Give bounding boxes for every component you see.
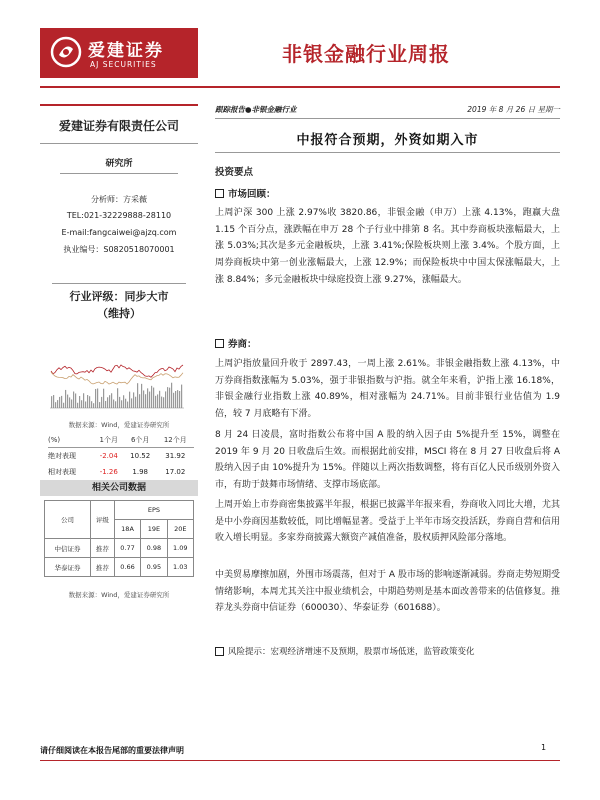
header-divider (40, 86, 560, 88)
sidebar-top-rule (40, 104, 198, 106)
risk-warning (215, 645, 560, 657)
volume-bar (71, 399, 72, 408)
volume-bar (65, 390, 66, 408)
volume-bar (151, 386, 152, 408)
paragraph-market-review: 上周沪深 300 上涨 2.97%收 3820.86，非银金融（申万）上涨 4.13%，跑赢大盘 1.15 个百分点，涨跌幅在申万 28 个子行业中排第 8 名。其中券商板块涨幅最大，上涨 5.03%;其次是多元金融板块，上涨 3.41%;保险板块则上涨 3.4%。个股方面，上周券商板块中第一创业涨幅最大，上涨 12.9%；而保险板块中中国太保涨幅最大，上涨 8.84%；多元金融板块中绿庭投资上涨 9.27%，涨幅最大。 (215, 208, 560, 285)
volume-bar (61, 396, 62, 408)
volume-bar (167, 387, 168, 408)
volume-bar (125, 399, 126, 408)
volume-bar (143, 390, 144, 408)
table-header: 公司 (45, 501, 91, 539)
volume-bar (99, 402, 100, 408)
volume-bar (145, 394, 146, 408)
table-cell: 0.98 (141, 539, 167, 558)
table-row (45, 558, 194, 577)
analyst-name: 分析师：方采薇 (91, 195, 147, 204)
volume-bars (51, 383, 182, 408)
volume-bar (133, 392, 134, 408)
volume-bar (95, 389, 96, 408)
report-title: 中报符合预期，外资如期入市 (296, 133, 479, 148)
volume-bar (123, 395, 124, 408)
table-row (48, 464, 194, 480)
table-row (45, 539, 194, 558)
rating-cell: 推荐 (91, 539, 115, 558)
related-companies-title: 相关公司数据 (40, 480, 198, 496)
key-points-heading: 投资要点 (215, 167, 254, 178)
checkbox-bullet-icon (215, 647, 224, 656)
table-cell: 31.92 (165, 452, 186, 460)
volume-bar (67, 395, 68, 408)
company-name-cell: 华泰证券 (45, 558, 91, 577)
paragraph-broker-index: 上周沪指放量回升收于 2897.43，一周上涨 2.61%。非银金融指数上涨 4.13%，中万券商指数涨幅为 5.03%，强于非银指数与沪指。就全年来看，沪指上涨 16.18%，非银金融行业指数上涨 40.89%，相对涨幅为 24.71%。目前非银行业估值为 1.9 倍，较 7 月底略有下滑。 (215, 359, 560, 420)
section-heading-market (215, 186, 276, 200)
volume-bar (77, 403, 78, 408)
table-header-row (45, 501, 194, 520)
sidebar-divider (40, 143, 198, 144)
paragraph-recommendation: 中美贸易摩擦加剧，外围市场震荡，但对于 A 股市场的影响逐渐减弱。券商走势短期受情绪影响，本周尤其关注中报业绩机会，中期趋势则是基本面改善带来的估值修复。推荐龙头券商中信证券（600030）、华泰证券（601688）。 (215, 570, 560, 614)
volume-bar (91, 401, 92, 408)
logo-text-cn: 爱建证券 (88, 41, 164, 61)
section-label: 券商： (228, 339, 257, 350)
table-cell: -1.26 (99, 468, 118, 476)
section-label: 市场回顾： (228, 189, 276, 200)
footer-divider (40, 760, 560, 761)
checkbox-bullet-icon (215, 339, 224, 348)
volume-bar (147, 388, 148, 408)
table-cell: 0.95 (141, 558, 167, 577)
volume-bar (139, 394, 140, 408)
volume-bar (51, 396, 52, 408)
volume-bar (177, 390, 178, 408)
report-date: 2019 年 8 月 26 日 星期一 (467, 105, 560, 114)
volume-bar (111, 393, 112, 408)
volume-bar (173, 393, 174, 408)
table-cell: 10.52 (130, 452, 151, 460)
rating-divider (52, 283, 186, 284)
sidebar-divider (60, 173, 178, 174)
volume-bar (149, 392, 150, 408)
brand-logo (40, 28, 198, 78)
volume-bar (103, 389, 104, 408)
volume-bar (53, 395, 54, 408)
table-cell: 0.66 (114, 558, 140, 577)
volume-bar (113, 400, 114, 408)
volume-bar (89, 396, 90, 408)
volume-bar (165, 391, 166, 408)
table-cell: 1.03 (167, 558, 193, 577)
volume-bar (117, 388, 118, 408)
table-cell: 1.98 (132, 468, 148, 476)
performance-table (48, 433, 194, 480)
volume-bar (97, 388, 98, 408)
volume-bar (75, 393, 76, 408)
volume-bar (115, 401, 116, 408)
volume-bar (127, 402, 128, 408)
volume-bar (175, 391, 176, 408)
table-header: EPS (114, 501, 193, 520)
report-subheader (215, 104, 560, 119)
row-label: 相对表现 (48, 468, 76, 476)
volume-bar (179, 391, 180, 408)
table-cell: 0.77 (114, 539, 140, 558)
volume-bar (87, 395, 88, 408)
rating-cell: 推荐 (91, 558, 115, 577)
company-name: 爱建证券有限责任公司 (58, 119, 179, 133)
volume-bar (59, 397, 60, 408)
rating-status: （维持） (97, 307, 141, 320)
volume-bar (157, 394, 158, 408)
checkbox-bullet-icon (215, 189, 224, 198)
volume-bar (181, 385, 182, 408)
legal-disclaimer-note: 请仔细阅读在本报告尾部的重要法律声明 (40, 746, 184, 755)
volume-bar (63, 403, 64, 408)
volume-bar (141, 384, 142, 408)
volume-bar (93, 403, 94, 408)
table-cell: 1.09 (167, 539, 193, 558)
paragraph-foreign-inflow: 8 月 24 日凌晨，富时指数公布将中国 A 股的纳入因子由 5%提升至 15%，调整在 2019 年 9 月 20 日收盘后生效。而根据此前安排，MSCI 将在 8 月 27 日收盘后将 A 股纳入因子由 10%提升为 15%。伴随以上两次指数调整，将有百亿人民币级别外资入市，有助于鼓舞市场情绪、支撑市场底部。 (215, 430, 560, 491)
volume-bar (107, 397, 108, 408)
table-header: 评级 (91, 501, 115, 539)
table-source-note: 数据来源：Wind，爱建证券研究所 (68, 591, 170, 599)
industry-rating (40, 288, 198, 322)
volume-bar (57, 400, 58, 408)
company-eps-table (44, 500, 194, 577)
section-heading-brokers (215, 336, 257, 350)
volume-bar (55, 402, 56, 408)
volume-bar (101, 397, 102, 408)
volume-bar (73, 391, 74, 408)
table-header-row (48, 433, 194, 448)
industry-trend-chart (42, 322, 192, 418)
volume-bar (131, 398, 132, 408)
table-header: 6个月 (130, 436, 150, 444)
analyst-tel: TEL:021-32229888-28110 (66, 211, 172, 220)
volume-bar (79, 396, 80, 408)
table-header: 18A (114, 520, 140, 539)
volume-bar (81, 400, 82, 408)
table-header: (%) (48, 436, 61, 444)
table-header: 20E (167, 520, 193, 539)
volume-bar (161, 397, 162, 408)
analyst-email[interactable]: E-mail:fangcaiwei@ajzq.com (61, 228, 177, 237)
volume-bar (153, 388, 154, 408)
volume-bar (129, 392, 130, 408)
table-cell: -2.04 (99, 452, 118, 460)
volume-bar (169, 388, 170, 408)
volume-bar (83, 393, 84, 408)
company-name-cell: 中信证券 (45, 539, 91, 558)
brand-emblem-icon (50, 36, 82, 68)
rating-value: 行业评级：同步大市 (69, 290, 169, 303)
row-label: 绝对表现 (48, 452, 76, 460)
volume-bar (135, 397, 136, 408)
report-type-title: 非银金融行业周报 (282, 42, 450, 66)
volume-bar (119, 397, 120, 408)
volume-bar (159, 391, 160, 408)
table-header: 12个月 (163, 436, 187, 444)
page-number: 1 (541, 743, 547, 752)
table-header: 19E (141, 520, 167, 539)
volume-bar (121, 400, 122, 408)
risk-text: 风险提示：宏观经济增速不及预期，股票市场低迷，监管政策变化 (228, 647, 475, 657)
volume-bar (85, 401, 86, 408)
volume-bar (105, 401, 106, 408)
volume-bar (69, 397, 70, 408)
volume-bar (163, 397, 164, 408)
volume-bar (109, 395, 110, 408)
table-row (48, 448, 194, 465)
paragraph-interim-results: 上周开始上市券商密集披露半年报，根据已披露半年报来看，券商收入同比大增，尤其是中小券商因基数较低，同比增幅显著。受益于上半年市场交投活跃，券商自营和信用收入增长明显。多家券商披露大额资产减值准备，股权质押风险部分落地。 (215, 500, 560, 544)
department-label: 研究所 (105, 159, 133, 169)
volume-bar (155, 396, 156, 408)
volume-bar (171, 383, 172, 408)
volume-bar (137, 383, 138, 408)
logo-text-en: AJ SECURITIES (90, 60, 157, 69)
chart-source-note: 数据来源：Wind，爱建证券研究所 (68, 421, 170, 429)
benchmark-index-line (51, 372, 183, 384)
report-category: 跟踪报告●非银金融行业 (215, 105, 297, 114)
title-divider (215, 152, 560, 153)
analyst-license: 执业编号：S0820518070001 (63, 245, 175, 254)
table-header: 1个月 (99, 436, 118, 444)
table-cell: 17.02 (165, 468, 186, 476)
